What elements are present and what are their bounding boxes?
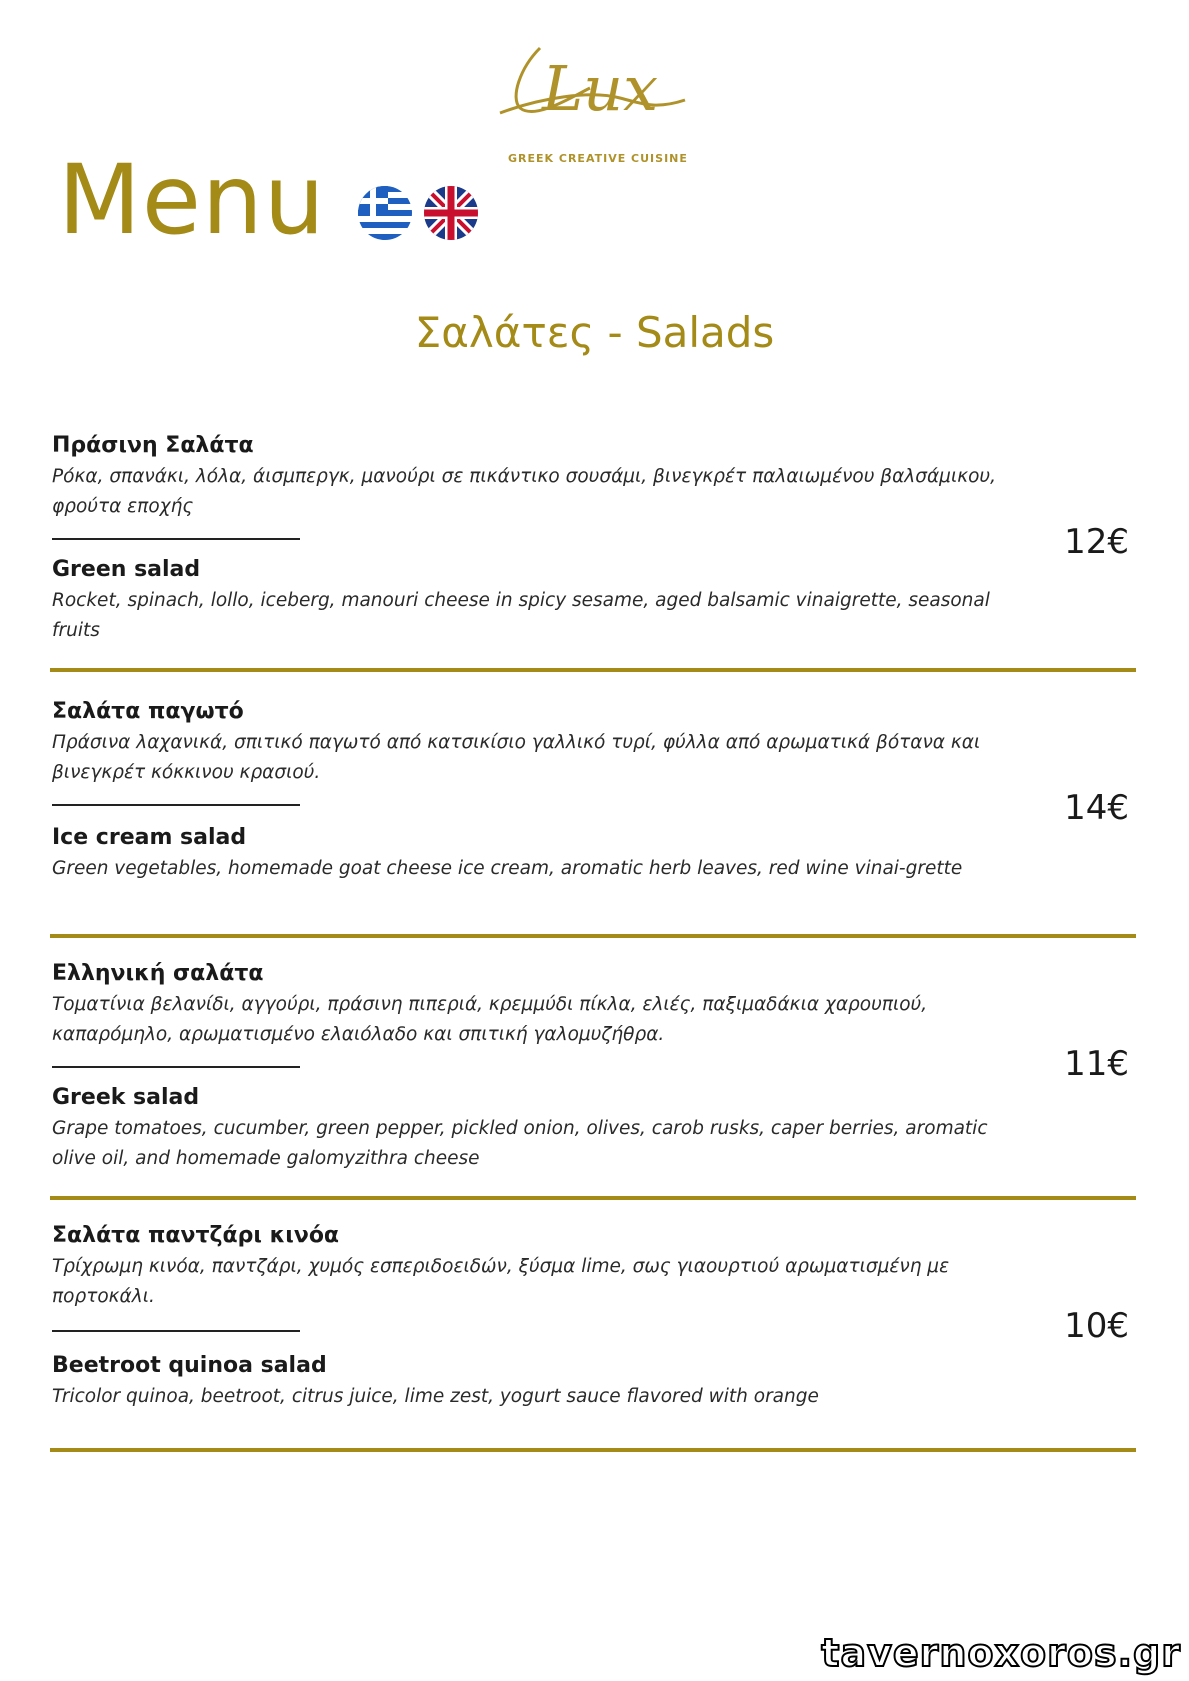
uk-flag-icon[interactable] [424, 186, 478, 240]
menu-item-en [52, 1084, 1132, 1174]
item-price: 11€ [1064, 1044, 1129, 1084]
logo-tagline: GREEK CREATIVE CUISINE [508, 152, 688, 165]
logo-script [480, 28, 710, 128]
section-title: Σαλάτες - Salads [414, 308, 775, 357]
restaurant-logo [480, 28, 710, 165]
watermark: tavernoxoros.gr [821, 1631, 1181, 1675]
divider-gold [50, 934, 1136, 938]
logo-script-text: Lux [542, 52, 659, 125]
item-name-gr: Σαλάτα παγωτό [52, 699, 244, 724]
item-name-en: Greek salad [52, 1085, 200, 1110]
item-desc-en: Green vegetables, homemade goat cheese ice cream, aromatic herb leaves, red wine vinai-grette [52, 858, 963, 879]
divider-short [52, 538, 300, 540]
menu-item-en [52, 556, 1132, 646]
menu-item-en [52, 824, 1132, 884]
divider-gold [50, 1448, 1136, 1452]
item-price: 12€ [1064, 522, 1129, 562]
item-name-en: Ice cream salad [52, 825, 247, 850]
item-desc-en: Grape tomatoes, cucumber, green pepper, pickled onion, olives, carob rusks, caper berries, aromatic olive oil, and homemade galomyzithra cheese [52, 1118, 988, 1169]
divider-gold [50, 1196, 1136, 1200]
menu-item-gr [52, 698, 1132, 788]
item-price: 14€ [1064, 788, 1129, 828]
item-desc-en: Rocket, spinach, lollo, iceberg, manouri cheese in spicy sesame, aged balsamic vinaigrette, seasonal fruits [52, 590, 990, 641]
item-desc-en: Tricolor quinoa, beetroot, citrus juice, lime zest, yogurt sauce flavored with orange [52, 1386, 819, 1407]
item-desc-gr: Ρόκα, σπανάκι, λόλα, άισμπεργκ, μανούρι σε πικάντικο σουσάμι, βινεγκρέτ παλαιωμένου βαλσάμικου, φρούτα εποχής [52, 466, 997, 517]
item-desc-gr: Τρίχρωμη κινόα, παντζάρι, χυμός εσπεριδοειδών, ξύσμα lime, σως γιαουρτιού αρωματισμένη με πορτοκάλι. [52, 1256, 950, 1307]
item-name-gr: Ελληνική σαλάτα [52, 961, 264, 986]
divider-gold [50, 668, 1136, 672]
item-desc-gr: Πράσινα λαχανικά, σπιτικό παγωτό από κατσικίσιο γαλλικό τυρί, φύλλα από αρωματικά βότανα και βινεγκρέτ κόκκινου κρασιού. [52, 732, 981, 783]
divider-short [52, 1066, 300, 1068]
divider-short [52, 804, 300, 806]
divider-short [52, 1330, 300, 1332]
item-name-gr: Πράσινη Σαλάτα [52, 433, 254, 458]
item-name-gr: Σαλάτα παντζάρι κινόα [52, 1223, 340, 1248]
item-price: 10€ [1064, 1306, 1129, 1346]
menu-item-en [52, 1352, 1132, 1412]
menu-title: Menu [58, 144, 326, 256]
item-desc-gr: Τοματίνια βελανίδι, αγγούρι, πράσινη πιπεριά, κρεμμύδι πίκλα, ελιές, παξιμαδάκια χαρουπιού, καπαρόμηλο, αρωματισμένο ελαιόλαδο και σπιτική γαλομυζήθρα. [52, 994, 928, 1045]
item-name-en: Beetroot quinoa salad [52, 1353, 327, 1378]
item-name-en: Green salad [52, 557, 201, 582]
menu-item-gr [52, 432, 1132, 522]
menu-item-gr [52, 960, 1132, 1050]
greek-flag-icon[interactable] [358, 186, 412, 240]
menu-item-gr [52, 1222, 1132, 1312]
